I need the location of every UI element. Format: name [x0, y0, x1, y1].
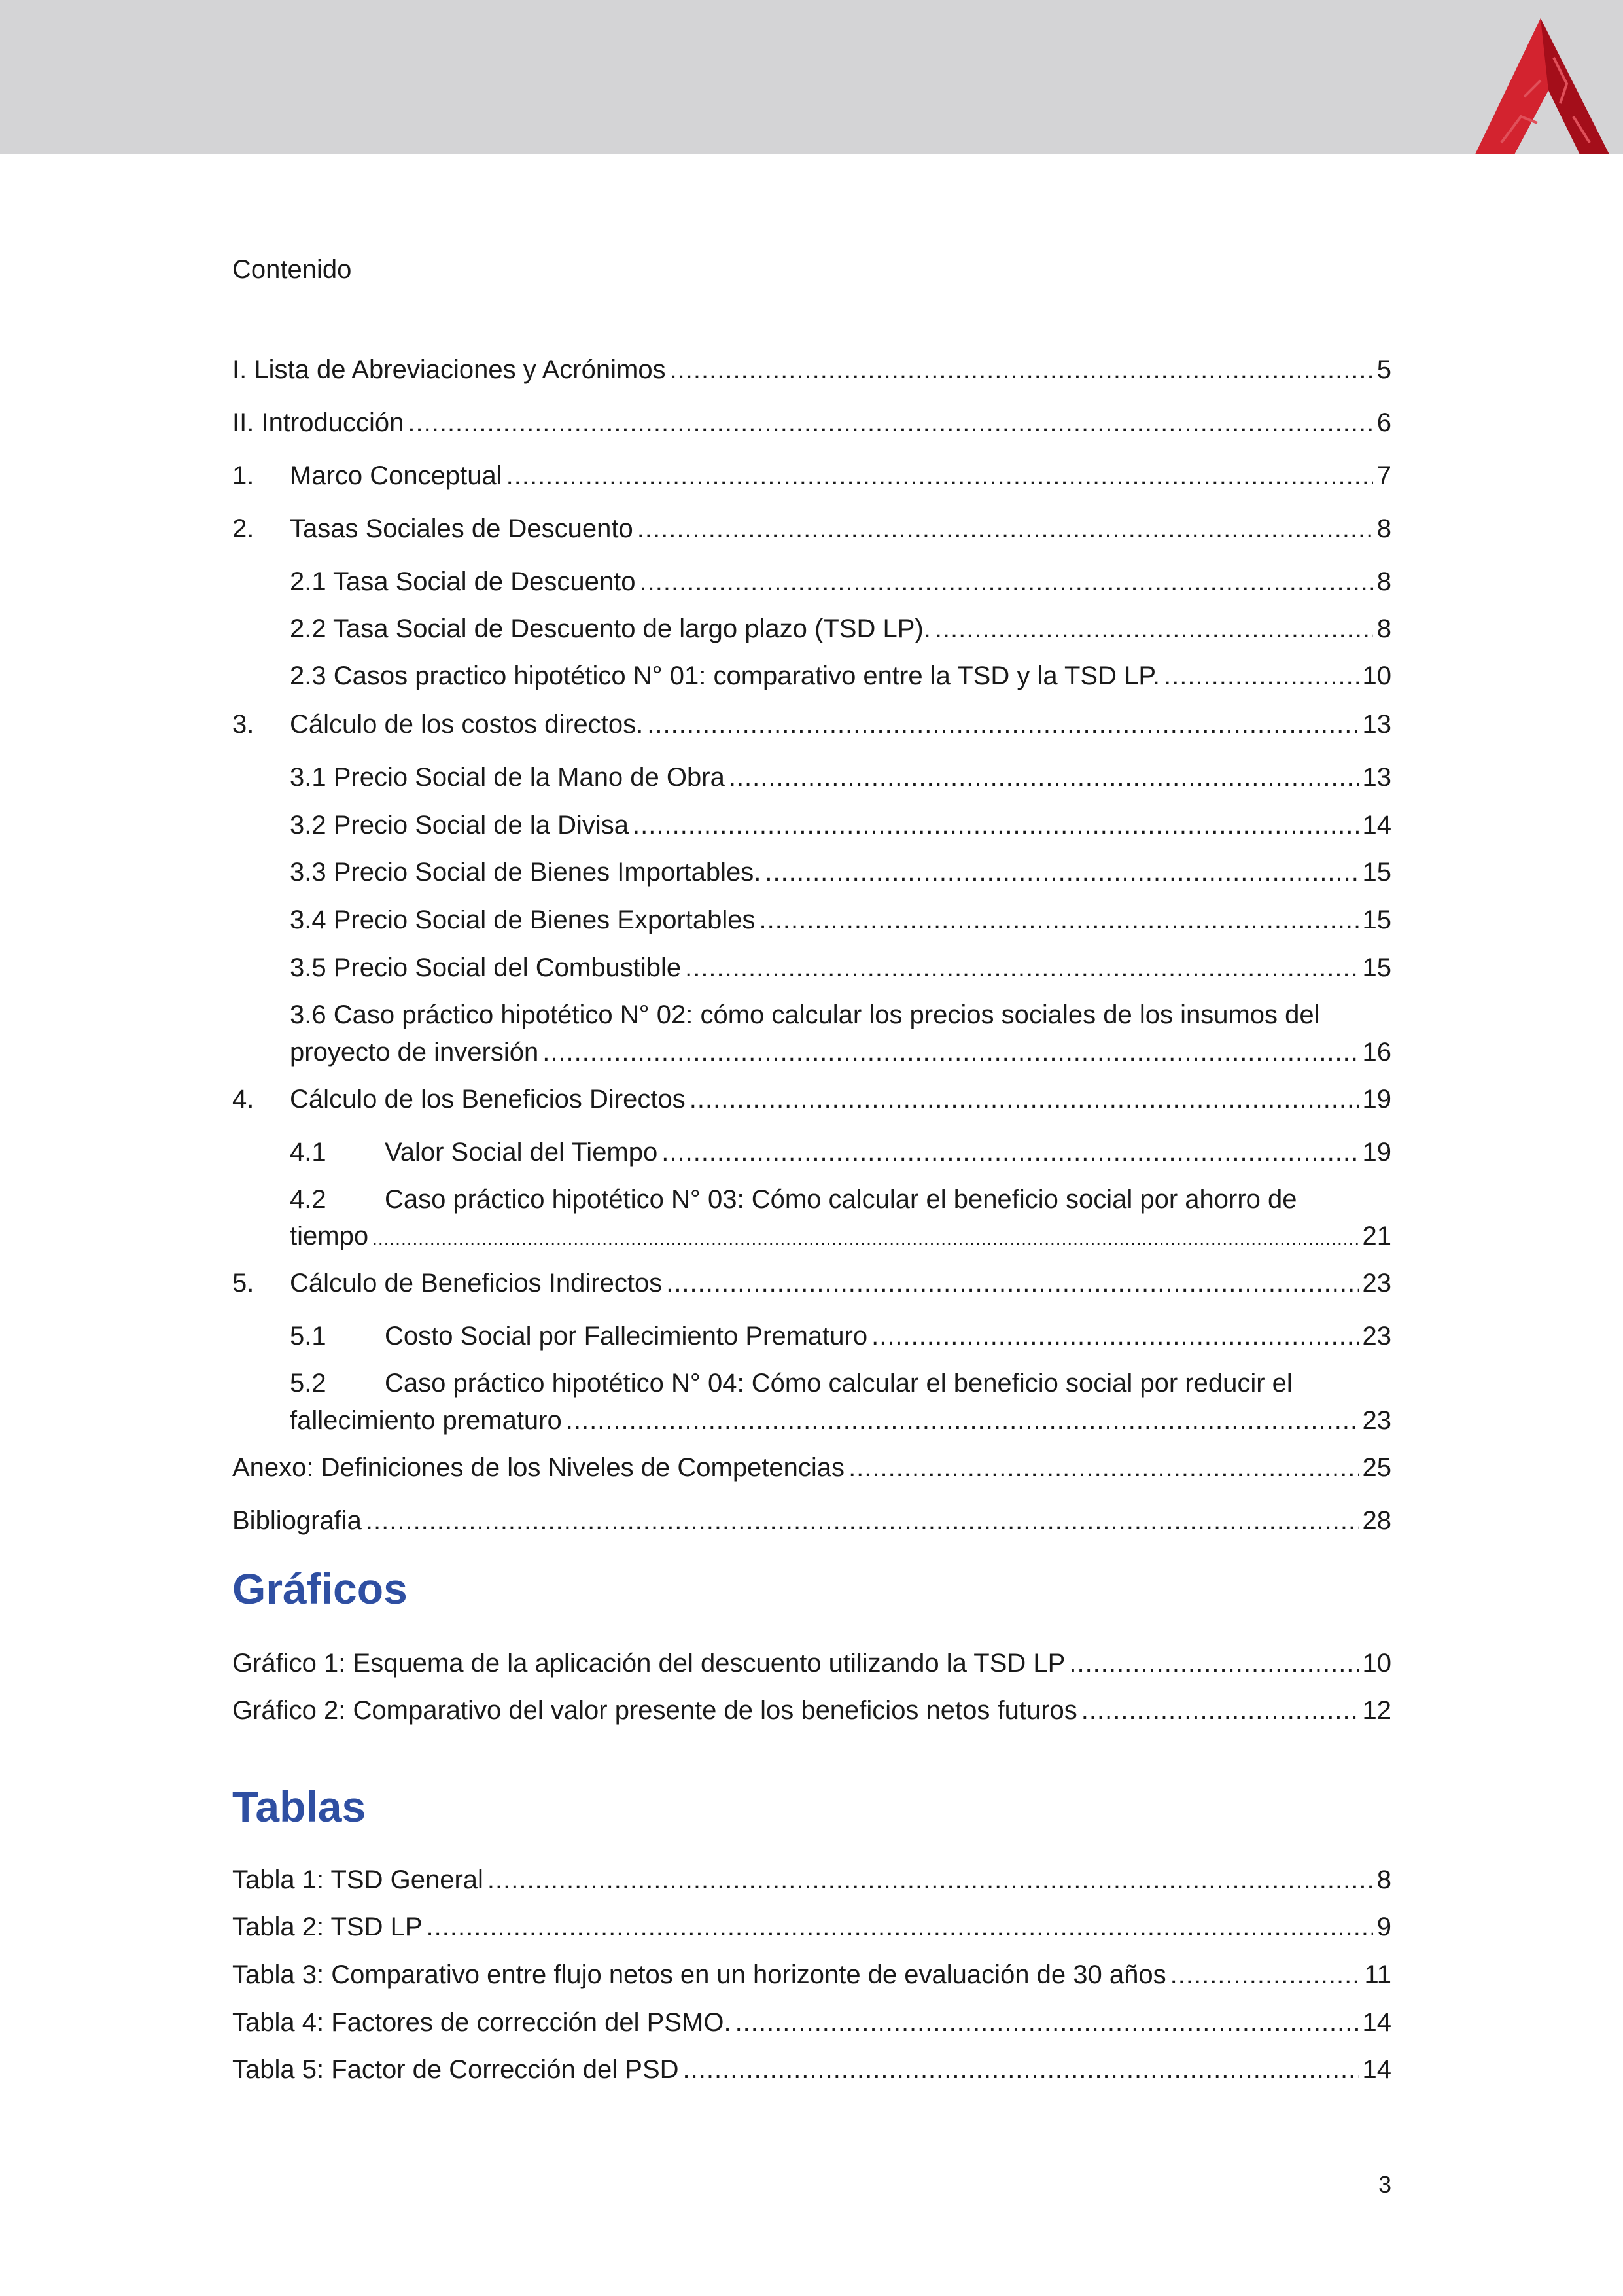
leader-dots: [729, 762, 1359, 793]
tablas-heading: Tablas: [232, 1782, 366, 1831]
toc-page: 25: [1362, 1453, 1391, 1482]
toc-page: 23: [1362, 1269, 1391, 1298]
leader-dots: [935, 613, 1373, 645]
toc-page: 7: [1376, 461, 1391, 490]
toc-label: Anexo: Definiciones de los Niveles de Competencias: [232, 1453, 845, 1482]
figure-entry[interactable]: [232, 1648, 1391, 1679]
leader-dots: [372, 1223, 1358, 1254]
toc-page: 8: [1376, 514, 1391, 543]
toc-label: 2.3 Casos practico hipotético N° 01: comparativo entre la TSD y la TSD LP.: [290, 662, 1160, 690]
toc-label: 2.2 Tasa Social de Descuento de largo plazo (TSD LP).: [290, 614, 931, 643]
table-page: 8: [1376, 1865, 1391, 1894]
toc-entry[interactable]: [232, 1036, 1391, 1068]
toc-number: 4.: [232, 1085, 254, 1114]
toc-label-line1-row: [290, 1184, 1391, 1215]
toc-entry[interactable]: [232, 904, 1391, 936]
leader-dots: [640, 566, 1373, 597]
leader-dots: [566, 1405, 1359, 1436]
toc-page: 13: [1362, 710, 1391, 739]
toc-page: 10: [1362, 662, 1391, 690]
toc-label-line1: 3.6 Caso práctico hipotético N° 02: cómo calcular los precios sociales de los insumos del: [290, 1000, 1320, 1029]
toc-label-line1: Caso práctico hipotético N° 04: Cómo calcular el beneficio social por reducir el: [385, 1369, 1293, 1398]
leader-dots: [1170, 1959, 1361, 1990]
toc-page: 16: [1362, 1038, 1391, 1067]
toc-label: Tasas Sociales de Descuento: [290, 514, 633, 543]
figure-page: 12: [1362, 1696, 1391, 1725]
toc-label: 3.2 Precio Social de la Divisa: [290, 811, 629, 839]
toc-page: 8: [1376, 614, 1391, 643]
toc-number: 5.1: [290, 1322, 326, 1351]
leader-dots: [689, 1084, 1359, 1115]
leader-dots: [1164, 660, 1359, 692]
toc-page: 8: [1376, 567, 1391, 596]
toc-label: Costo Social por Fallecimiento Prematuro: [385, 1322, 868, 1351]
toc-page: 21: [1362, 1222, 1391, 1250]
toc-entry[interactable]: [232, 762, 1391, 793]
toc-entry[interactable]: [232, 566, 1391, 597]
toc-page: 23: [1362, 1322, 1391, 1351]
table-label: Tabla 3: Comparativo entre flujo netos en un horizonte de evaluación de 30 años: [232, 1960, 1166, 1989]
toc-entry[interactable]: [232, 1220, 1391, 1254]
toc-entry[interactable]: [232, 809, 1391, 841]
leader-dots: [759, 904, 1359, 936]
leader-dots: [633, 809, 1358, 841]
table-page: 14: [1362, 2008, 1391, 2037]
toc-entry[interactable]: [232, 1084, 1391, 1115]
header-band: [0, 0, 1623, 154]
toc-entry[interactable]: [232, 1320, 1391, 1352]
toc-page: 19: [1362, 1085, 1391, 1114]
leader-dots: [666, 1267, 1358, 1299]
table-entry[interactable]: [232, 2007, 1391, 2038]
toc-page: 23: [1362, 1406, 1391, 1435]
toc-number: 4.2: [290, 1185, 326, 1214]
toc-entry[interactable]: [232, 857, 1391, 888]
leader-dots: [408, 407, 1372, 438]
toc-entry[interactable]: [232, 660, 1391, 692]
toc-number: 3.: [232, 710, 254, 739]
toc-page: 13: [1362, 763, 1391, 792]
toc-page: 6: [1376, 408, 1391, 437]
leader-dots: [1069, 1648, 1358, 1679]
toc-entry[interactable]: [232, 952, 1391, 983]
toc-number: 5.2: [290, 1369, 326, 1398]
table-entry[interactable]: [232, 1864, 1391, 1896]
leader-dots: [542, 1036, 1358, 1068]
table-label: Tabla 2: TSD LP: [232, 1913, 423, 1941]
table-page: 14: [1362, 2055, 1391, 2084]
toc-page: 19: [1362, 1138, 1391, 1167]
leader-dots: [848, 1452, 1358, 1483]
toc-number: 2.: [232, 514, 254, 543]
figure-label: Gráfico 1: Esquema de la aplicación del descuento utilizando la TSD LP: [232, 1649, 1066, 1678]
toc-entry[interactable]: [232, 1505, 1391, 1536]
toc-label: 3.4 Precio Social de Bienes Exportables: [290, 906, 756, 934]
leader-dots: [647, 709, 1358, 740]
leader-dots: [637, 513, 1373, 544]
toc-entry[interactable]: [232, 354, 1391, 385]
toc-number: 1.: [232, 461, 254, 490]
toc-page: 15: [1362, 906, 1391, 934]
leader-dots: [670, 354, 1373, 385]
graficos-heading: Gráficos: [232, 1564, 408, 1613]
toc-number: 5.: [232, 1269, 254, 1298]
leader-dots: [487, 1864, 1373, 1896]
table-label: Tabla 1: TSD General: [232, 1865, 483, 1894]
toc-label: 2.1 Tasa Social de Descuento: [290, 567, 636, 596]
toc-label: 3.5 Precio Social del Combustible: [290, 953, 682, 982]
page-number: 3: [1378, 2171, 1391, 2198]
figure-label: Gráfico 2: Comparativo del valor presente de los beneficios netos futuros: [232, 1696, 1077, 1725]
toc-entry[interactable]: [232, 513, 1391, 544]
leader-dots: [427, 1911, 1373, 1943]
toc-label: fallecimiento prematuro: [290, 1406, 562, 1435]
toc-label: Cálculo de los costos directos.: [290, 710, 644, 739]
red-triangle-logo-icon: [1475, 18, 1609, 154]
table-page: 9: [1376, 1913, 1391, 1941]
toc-label: 3.1 Precio Social de la Mano de Obra: [290, 763, 725, 792]
toc-label-line1: Caso práctico hipotético N° 03: Cómo calcular el beneficio social por ahorro de: [385, 1185, 1297, 1214]
toc-number: 4.1: [290, 1138, 326, 1167]
figure-page: 10: [1362, 1649, 1391, 1678]
toc-entry[interactable]: [232, 1267, 1391, 1299]
toc-label: Bibliografia: [232, 1506, 362, 1535]
toc-entry[interactable]: [232, 460, 1391, 491]
table-label: Tabla 5: Factor de Corrección del PSD: [232, 2055, 679, 2084]
leader-dots: [683, 2054, 1359, 2085]
toc-entry[interactable]: [232, 613, 1391, 645]
table-page: 11: [1364, 1960, 1391, 1989]
toc-label: Cálculo de los Beneficios Directos: [290, 1085, 686, 1114]
contents-title: Contenido: [232, 255, 352, 284]
leader-dots: [765, 857, 1358, 888]
leader-dots: [1081, 1695, 1359, 1726]
toc-label: II. Introducción: [232, 408, 404, 437]
toc-label: I. Lista de Abreviaciones y Acrónimos: [232, 355, 666, 384]
leader-dots: [366, 1505, 1359, 1536]
toc-entry[interactable]: [232, 407, 1391, 438]
table-entry[interactable]: [232, 1911, 1391, 1943]
toc-page: 15: [1362, 858, 1391, 887]
toc-page: 15: [1362, 953, 1391, 982]
table-entry[interactable]: [232, 1959, 1391, 1990]
table-label: Tabla 4: Factores de corrección del PSMO.: [232, 2008, 731, 2037]
toc-label-line1-row: [290, 1368, 1391, 1399]
toc-page: 14: [1362, 811, 1391, 839]
leader-dots: [661, 1137, 1358, 1168]
leader-dots: [685, 952, 1358, 983]
figure-entry[interactable]: [232, 1695, 1391, 1726]
toc-label: Valor Social del Tiempo: [385, 1138, 658, 1167]
toc-entry[interactable]: [232, 1452, 1391, 1483]
toc-label: Cálculo de Beneficios Indirectos: [290, 1269, 663, 1298]
leader-dots: [506, 460, 1373, 491]
leader-dots: [871, 1320, 1358, 1352]
toc-page: 5: [1376, 355, 1391, 384]
toc-label: tiempo: [290, 1222, 369, 1250]
toc-entry[interactable]: [232, 1405, 1391, 1436]
toc-label: 3.3 Precio Social de Bienes Importables.: [290, 858, 761, 887]
leader-dots: [735, 2007, 1359, 2038]
toc-page: 28: [1362, 1506, 1391, 1535]
toc-label: Marco Conceptual: [290, 461, 502, 490]
toc-entry[interactable]: [232, 709, 1391, 740]
toc-entry[interactable]: [232, 1137, 1391, 1168]
toc-label: proyecto de inversión: [290, 1038, 539, 1067]
table-entry[interactable]: [232, 2054, 1391, 2085]
